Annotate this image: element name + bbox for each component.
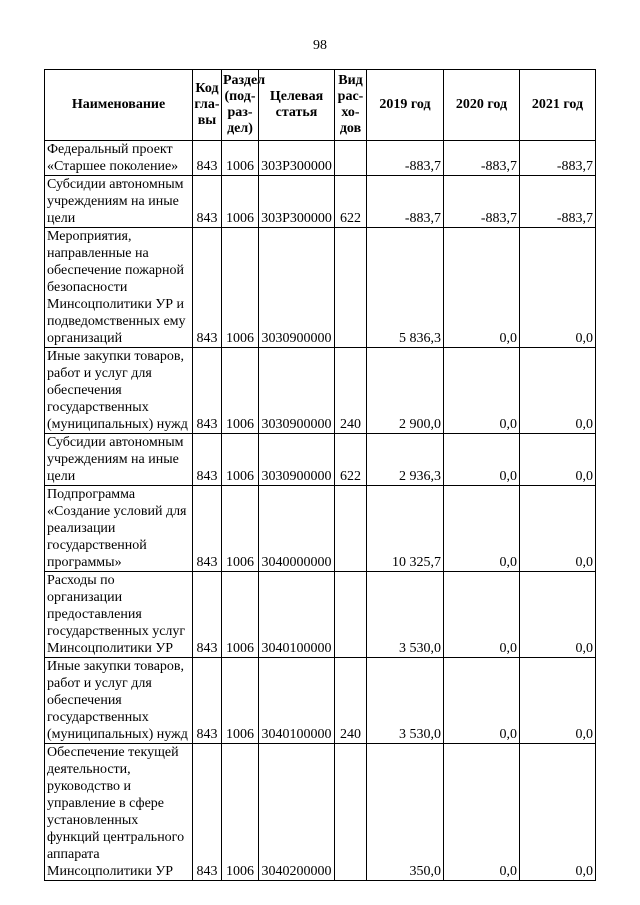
row-name-line: Субсидии автономным [47,177,184,192]
row-name-cell [45,176,193,228]
row-2020-cell: 0,0 [444,348,520,434]
table-row [45,176,596,228]
row-code-cell: 843 [193,744,222,881]
row-name-line: цели [47,469,76,484]
row-name-line: реализации [47,521,116,536]
row-name-line: «Старшее поколение» [47,159,179,174]
row-type-cell [335,486,367,572]
row-name-line: предоставления [47,607,142,622]
row-2020-cell: 0,0 [444,434,520,486]
row-name-cell [45,744,193,881]
row-2020-cell: -883,7 [444,141,520,176]
row-section-cell: 1006 [222,658,259,744]
row-name-cell [45,572,193,658]
row-type-cell [335,141,367,176]
row-name-cell [45,658,193,744]
row-2019-cell: 3 530,0 [367,658,444,744]
row-type-cell: 622 [335,176,367,228]
row-name-line: Мероприятия, [47,229,132,244]
row-2020-cell: 0,0 [444,572,520,658]
row-name-line: Минсоцполитики УР [47,641,174,656]
row-2021-cell: 0,0 [520,228,596,348]
header-type: Вид рас- хо- дов [335,70,367,141]
row-name-line: организаций [47,331,123,346]
row-name-line: учреждениям на иные [47,452,179,467]
row-type-cell [335,572,367,658]
row-section-cell: 1006 [222,228,259,348]
budget-table [44,69,596,881]
header-name: Наименование [45,70,193,141]
row-2021-cell: -883,7 [520,141,596,176]
row-type-cell: 240 [335,658,367,744]
header-section: Раздел (под- раз- дел) [222,70,259,141]
row-code-cell: 843 [193,434,222,486]
row-name-line: управление в сфере [47,796,165,811]
row-2019-cell: 2 936,3 [367,434,444,486]
table-row [45,658,596,744]
row-section-cell: 1006 [222,434,259,486]
row-name-line: обеспечения [47,693,122,708]
row-type-cell: 240 [335,348,367,434]
row-name-line: Обеспечение текущей [47,745,179,760]
table-row [45,434,596,486]
row-article-cell: 303P300000 [259,141,335,176]
row-name-cell [45,228,193,348]
row-name-line: Субсидии автономным [47,435,184,450]
row-name-line: государственных услуг [47,624,186,639]
table-row [45,348,596,434]
row-code-cell: 843 [193,228,222,348]
row-name-line: работ и услуг для [47,676,152,691]
row-name-line: аппарата [47,847,100,862]
row-2020-cell: 0,0 [444,486,520,572]
row-article-cell: 3040000000 [259,486,335,572]
row-section-cell: 1006 [222,348,259,434]
row-name-line: (муниципальных) нужд [47,727,188,742]
row-section-cell: 1006 [222,572,259,658]
row-2020-cell: 0,0 [444,228,520,348]
row-name-line: программы» [47,555,122,570]
row-section-cell: 1006 [222,744,259,881]
row-name-line: «Создание условий для [47,504,187,519]
table-row [45,744,596,881]
row-2019-cell: 10 325,7 [367,486,444,572]
row-name-line: функций центрального [47,830,185,845]
row-name-line: установленных [47,813,139,828]
row-name-line: работ и услуг для [47,366,152,381]
row-article-cell: 3030900000 [259,434,335,486]
row-name-line: цели [47,211,76,226]
row-code-cell: 843 [193,176,222,228]
table-row [45,486,596,572]
row-name-line: Иные закупки товаров, [47,659,185,674]
row-code-cell: 843 [193,486,222,572]
row-name-line: Иные закупки товаров, [47,349,185,364]
row-2019-cell: 3 530,0 [367,572,444,658]
row-code-cell: 843 [193,348,222,434]
row-2020-cell: -883,7 [444,176,520,228]
row-name-line: обеспечение пожарной [47,263,185,278]
row-2019-cell: -883,7 [367,176,444,228]
row-name-line: подведомственных ему [47,314,186,329]
page-number: 98 [313,38,327,53]
table-row [45,572,596,658]
row-name-line: Федеральный проект [47,142,173,157]
row-article-cell: 3030900000 [259,228,335,348]
header-2020: 2020 год [444,70,520,141]
row-name-line: руководство и [47,779,131,794]
row-article-cell: 3040200000 [259,744,335,881]
row-article-cell: 3040100000 [259,658,335,744]
row-article-cell: 3040100000 [259,572,335,658]
row-name-line: обеспечения [47,383,122,398]
row-code-cell: 843 [193,572,222,658]
row-section-cell: 1006 [222,176,259,228]
row-2021-cell: 0,0 [520,348,596,434]
row-name-line: Минсоцполитики УР и [47,297,185,312]
row-2019-cell: 350,0 [367,744,444,881]
row-2019-cell: 2 900,0 [367,348,444,434]
header-2021: 2021 год [520,70,596,141]
row-type-cell: 622 [335,434,367,486]
row-name-cell [45,486,193,572]
row-2019-cell: 5 836,3 [367,228,444,348]
row-name-line: Расходы по [47,573,115,588]
row-2021-cell: 0,0 [520,486,596,572]
row-type-cell [335,744,367,881]
header-2019: 2019 год [367,70,444,141]
row-code-cell: 843 [193,658,222,744]
header-article: Целевая статья [259,70,335,141]
row-article-cell: 3030900000 [259,348,335,434]
row-name-cell [45,141,193,176]
row-code-cell: 843 [193,141,222,176]
row-name-line: деятельности, [47,762,131,777]
row-section-cell: 1006 [222,486,259,572]
row-name-line: организации [47,590,123,605]
row-name-line: государственных [47,400,149,415]
row-2020-cell: 0,0 [444,744,520,881]
row-name-cell [45,348,193,434]
row-name-line: Подпрограмма [47,487,136,502]
table-body [45,141,596,881]
row-name-line: направленные на [47,246,149,261]
row-2021-cell: 0,0 [520,658,596,744]
row-name-line: государственных [47,710,149,725]
header-code: Код гла- вы [193,70,222,141]
row-name-cell [45,434,193,486]
row-2020-cell: 0,0 [444,658,520,744]
row-2021-cell: 0,0 [520,572,596,658]
table-header-row [45,70,596,141]
table-row [45,228,596,348]
row-2019-cell: -883,7 [367,141,444,176]
row-name-line: безопасности [47,280,128,295]
row-section-cell: 1006 [222,141,259,176]
row-type-cell [335,228,367,348]
row-2021-cell: 0,0 [520,434,596,486]
row-name-line: Минсоцполитики УР [47,864,174,879]
row-2021-cell: 0,0 [520,744,596,881]
table-row [45,141,596,176]
row-name-line: государственной [47,538,147,553]
row-name-line: (муниципальных) нужд [47,417,188,432]
row-name-line: учреждениям на иные [47,194,179,209]
row-2021-cell: -883,7 [520,176,596,228]
row-article-cell: 303P300000 [259,176,335,228]
